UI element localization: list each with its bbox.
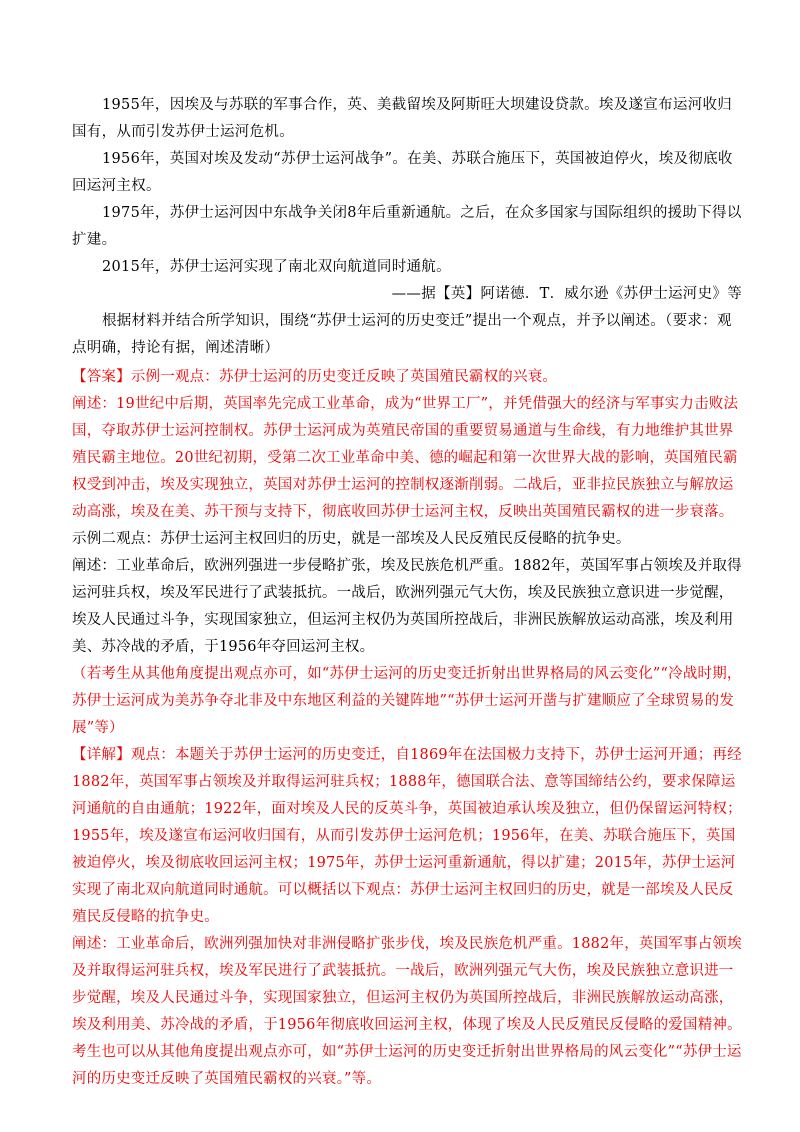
question-prompt: 根据材料并结合所学知识，围绕“苏伊士运河的历史变迁”提出一个观点，并予以阐述。（要求：观点明确，持论有据，阐述清晰） xyxy=(72,313,732,356)
document-page xyxy=(72,92,742,1093)
example-1-view-text: 示例一观点：苏伊士运河的历史变迁反映了英国殖民霸权的兴衰。 xyxy=(130,369,558,385)
source-paragraph-1955: 1955年，因埃及与苏联的军事合作，英、美截留埃及阿斯旺大坝建设贷款。埃及遂宣布运河收归国有，从而引发苏伊士运河危机。 xyxy=(72,97,733,140)
source-paragraph-1975: 1975年，苏伊士运河因中东战争关闭8年后重新通航。之后，在众多国家与国际组织的援助下得以扩建。 xyxy=(72,205,742,248)
detail-view-text: 观点：本题关于苏伊士运河的历史变迁，自1869年在法国极力支持下，苏伊士运河开通；再经1882年，英国军事占领埃及并取得运河驻兵权；1888年，德国联合法、意等国缔结公约，要求保障运河通航的自由通航；1922年，面对埃及人民的反英斗争，英国被迫承认埃及独立，但仍保留运河特权；1955年，埃及遂宣布运河收归国有，从而引发苏伊士运河危机；1956年，在美、苏联合施压下，英国被迫停火，埃及彻底收回运河主权；1975年，苏伊士运河重新通航，得以扩建；2015年，苏伊士运河实现了南北双向航道同时通航。可以概括以下观点：苏伊士运河主权回归的历史，就是一部埃及人民反殖民反侵略的抗争史。 xyxy=(72,747,742,925)
source-paragraph-1956: 1956年，英国对埃及发动“苏伊士运河战争”。在美、苏联合施压下，英国被迫停火，埃及彻底收回运河主权。 xyxy=(72,151,733,194)
answer-tag: 【答案】 xyxy=(72,369,131,385)
source-attribution: ——据【英】阿诺德．T．威尔逊《苏伊士运河史》等 xyxy=(391,286,742,302)
source-paragraph-2015: 2015年，苏伊士运河实现了南北双向航道同时通航。 xyxy=(102,259,451,275)
answer-section xyxy=(72,364,742,1093)
detail-paragraph-1 xyxy=(72,742,742,931)
detail-paragraph-2: 阐述：工业革命后，欧洲列强加快对非洲侵略扩张步伐，埃及民族危机严重。1882年，英国军事占领埃及并取得运河驻兵权，埃及军民进行了武装抵抗。一战后，欧洲列强元气大伤，埃及民族独立意识进一步觉醒，埃及人民通过斗争，实现国家独立，但运河主权仍为英国所控战后，非洲民族解放运动高涨，埃及利用美、苏冷战的矛盾，于1956年彻底收回运河主权，体现了埃及人民反殖民反侵略的爱国精神。考生也可以从其他角度提出观点亦可，如“苏伊士运河的历史变迁折射出世界格局的风云变化”“苏伊士运河的历史变迁反映了英国殖民霸权的兴衰。”等。 xyxy=(72,936,742,1087)
answer-example-2-view: 示例二观点：苏伊士运河主权回归的历史，就是一部埃及人民反殖民反侵略的抗争史。 xyxy=(72,531,631,547)
answer-example-1-view xyxy=(72,364,742,391)
answer-note: （若考生从其他角度提出观点亦可，如“苏伊士运河的历史变迁折射出世界格局的风云变化”“冷战时期，苏伊士运河成为美苏争夺北非及中东地区利益的关键阵地”“苏伊士运河开凿与扩建顺应了全球贸易的发展”等） xyxy=(72,666,742,736)
answer-example-2-detail: 阐述：工业革命后，欧洲列强进一步侵略扩张，埃及民族危机严重。1882年，英国军事占领埃及并取得运河驻兵权，埃及军民进行了武装抵抗。一战后，欧洲列强元气大伤，埃及民族独立意识进一步觉醒，埃及人民通过斗争，实现国家独立，但运河主权仍为英国所控战后，非洲民族解放运动高涨，埃及利用美、苏冷战的矛盾，于1956年夺回运河主权。 xyxy=(72,558,742,655)
answer-example-1-detail: 阐述：19世纪中后期，英国率先完成工业革命，成为“世界工厂”，并凭借强大的经济与军事实力击败法国，夺取苏伊士运河控制权。苏伊士运河成为英殖民帝国的重要贸易通道与生命线，有力地维护其世界殖民霸主地位。20世纪初期，受第二次工业革命中美、德的崛起和第一次世界大战的影响，英国殖民霸权受到冲击，埃及实现独立，英国对苏伊士运河的控制权逐渐削弱。二战后，亚非拉民族独立与解放运动高涨，埃及在美、苏干预与支持下，彻底收回苏伊士运河主权，反映出英国殖民霸权的进一步衰落。 xyxy=(72,396,739,520)
detail-tag: 【详解】 xyxy=(72,747,131,763)
source-material xyxy=(72,92,742,308)
